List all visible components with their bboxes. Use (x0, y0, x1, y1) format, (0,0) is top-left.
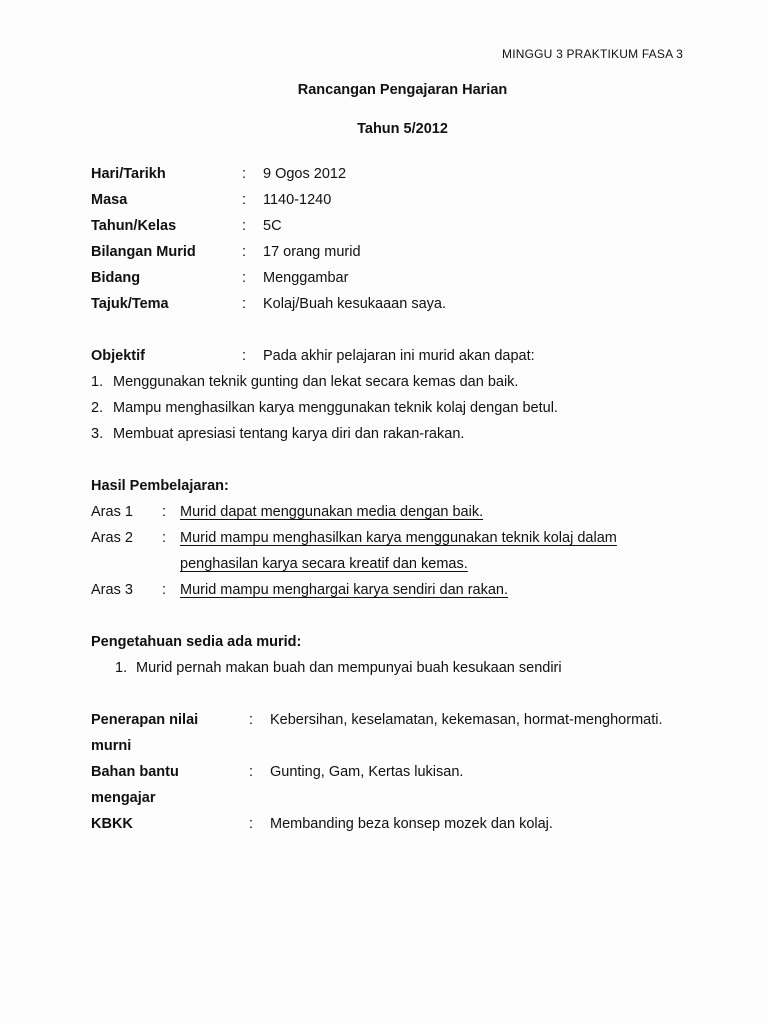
list-item: Menggunakan teknik gunting dan lekat secara kemas dan baik. (113, 374, 519, 390)
info-label: Masa (91, 192, 128, 208)
aras-text: Murid mampu menghasilkan karya menggunakan teknik kolaj dalam (180, 530, 617, 546)
info-colon: : (242, 244, 247, 260)
lain-label: Penerapan nilai (91, 712, 199, 728)
lain-value: Kebersihan, keselamatan, kekemasan, hormat-menghormati. (270, 712, 663, 728)
info-colon: : (242, 192, 247, 208)
info-value: 5C (263, 218, 282, 234)
list-item-number: 2. (91, 400, 104, 416)
aras-colon: : (162, 582, 167, 598)
list-item: Murid pernah makan buah dan mempunyai buah kesukaan sendiri (136, 660, 562, 676)
aras-colon: : (162, 504, 167, 520)
aras-text: Murid mampu menghargai karya sendiri dan rakan. (180, 582, 509, 598)
aras-text-continued: penghasilan karya secara kreatif dan kemas. (180, 556, 468, 572)
page-header: MINGGU 3 PRAKTIKUM FASA 3 (502, 47, 684, 61)
info-label: Tajuk/Tema (91, 296, 169, 312)
list-item-number: 3. (91, 426, 104, 442)
info-value: Kolaj/Buah kesukaaan saya. (263, 296, 446, 312)
info-label: Bidang (91, 270, 141, 286)
lain-label: KBKK (91, 816, 133, 832)
info-label: Hari/Tarikh (91, 166, 166, 182)
lain-label-continued: murni (91, 738, 132, 754)
aras-text: Murid dapat menggunakan media dengan baik. (180, 504, 484, 520)
objektif-label: Objektif (91, 348, 145, 364)
lain-colon: : (249, 816, 254, 832)
list-item-number: 1. (91, 374, 104, 390)
info-colon: : (242, 296, 247, 312)
info-value: 17 orang murid (263, 244, 361, 260)
objektif-intro: Pada akhir pelajaran ini murid akan dapat: (263, 348, 535, 364)
info-label: Bilangan Murid (91, 244, 196, 260)
hasil-heading: Hasil Pembelajaran: (91, 478, 229, 494)
info-label: Tahun/Kelas (91, 218, 177, 234)
lain-label-continued: mengajar (91, 790, 156, 806)
info-value: 1140-1240 (263, 192, 332, 208)
doc-title: Rancangan Pengajaran Harian (297, 82, 508, 98)
aras-label: Aras 1 (91, 504, 133, 520)
lain-value: Membanding beza konsep mozek dan kolaj. (270, 816, 553, 832)
lain-colon: : (249, 712, 254, 728)
info-value: Menggambar (263, 270, 349, 286)
list-item: Membuat apresiasi tentang karya diri dan rakan-rakan. (113, 426, 465, 442)
aras-label: Aras 2 (91, 530, 133, 546)
aras-colon: : (162, 530, 167, 546)
list-item: Mampu menghasilkan karya menggunakan teknik kolaj dengan betul. (113, 400, 558, 416)
doc-subtitle: Tahun 5/2012 (357, 121, 448, 137)
pengetahuan-heading: Pengetahuan sedia ada murid: (91, 634, 302, 650)
info-colon: : (242, 270, 247, 286)
info-colon: : (242, 166, 247, 182)
objektif-colon: : (242, 348, 247, 364)
list-item-number: 1. (115, 660, 128, 676)
lain-label: Bahan bantu (91, 764, 179, 780)
aras-label: Aras 3 (91, 582, 133, 598)
info-colon: : (242, 218, 247, 234)
lain-colon: : (249, 764, 254, 780)
lain-value: Gunting, Gam, Kertas lukisan. (270, 764, 464, 780)
info-value: 9 Ogos 2012 (263, 166, 347, 182)
